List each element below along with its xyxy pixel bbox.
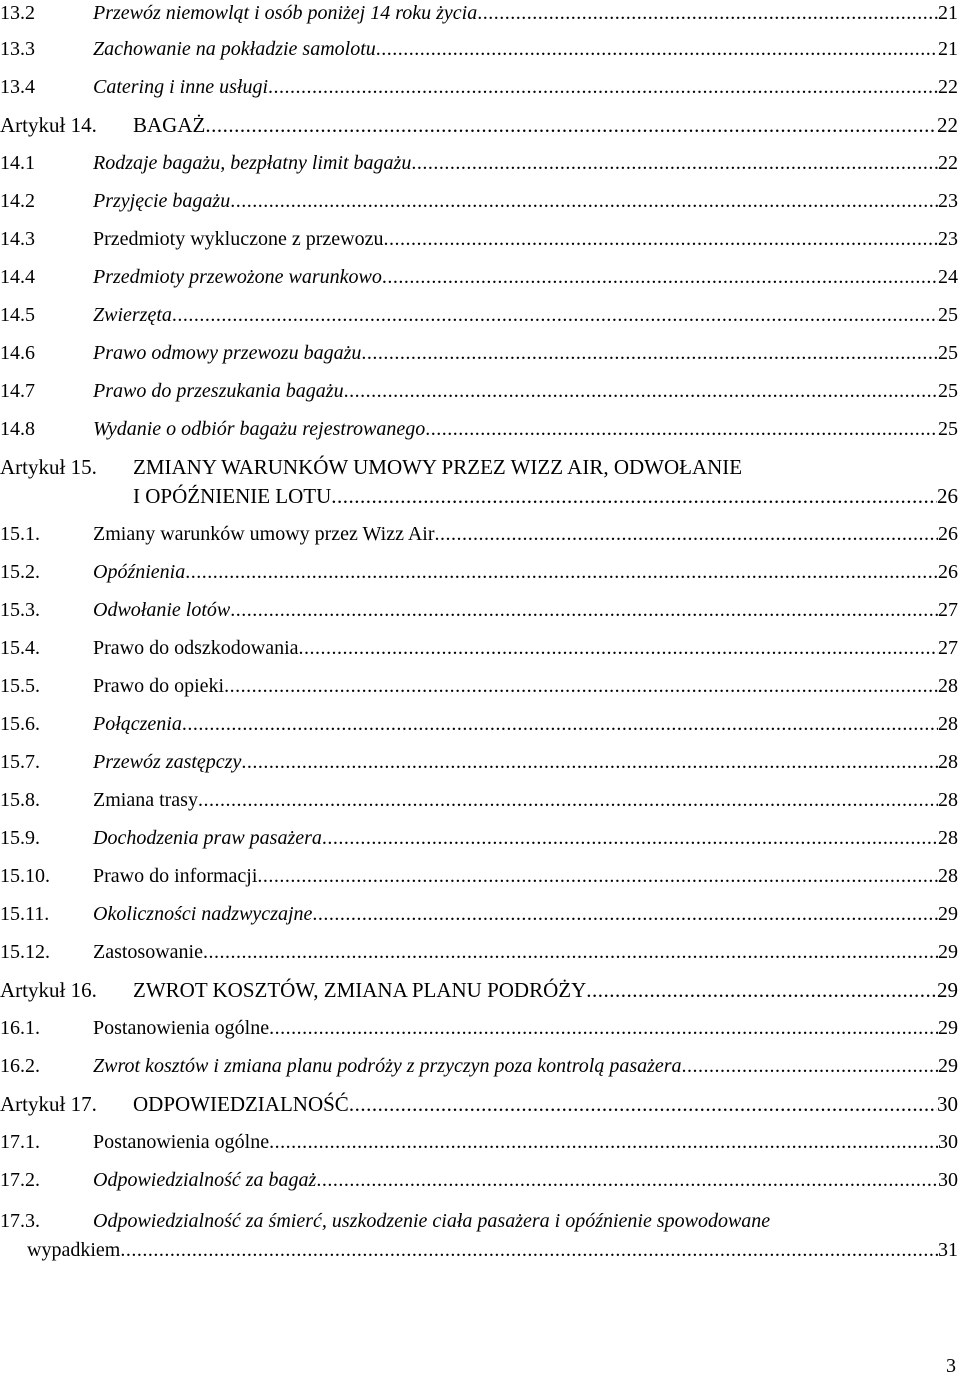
toc-entry[interactable] [0, 671, 958, 701]
page-number: 3 [946, 1355, 956, 1377]
toc-entry-number: 14.3 [0, 228, 35, 250]
toc-dot-leader [312, 899, 938, 929]
toc-entry-number: 14.6 [0, 342, 35, 364]
toc-entry-title: Prawo do przeszukania bagażu [93, 380, 344, 402]
toc-entry-title: Rodzaje bagażu, bezpłatny limit bagażu [93, 152, 412, 174]
toc-entry[interactable] [0, 186, 958, 216]
toc-dot-leader [316, 1165, 938, 1195]
toc-entry-page: 25 [938, 418, 958, 440]
toc-entry[interactable] [0, 148, 958, 178]
toc-article-entry[interactable] [0, 975, 958, 1005]
toc-entry-title: BAGAŻ [133, 113, 206, 137]
toc-entry-page: 30 [938, 1169, 958, 1191]
toc-entry-title: Zwrot kosztów i zmiana planu podróży z przyczyn poza kontrolą pasażera [93, 1055, 682, 1077]
toc-entry-title: Prawo do odszkodowania [93, 637, 299, 659]
toc-entry[interactable] [0, 376, 958, 406]
toc-dot-leader [268, 72, 938, 102]
toc-dot-leader [257, 861, 938, 891]
toc-entry-title: Odwołanie lotów [93, 599, 231, 621]
toc-dot-leader [205, 110, 937, 140]
toc-entry[interactable] [0, 1165, 958, 1195]
toc-dot-leader [203, 937, 938, 967]
toc-entry-title: Zwierzęta [93, 304, 172, 326]
toc-entry-page: 22 [938, 76, 958, 98]
toc-entry[interactable] [0, 224, 958, 254]
toc-entry-number: 14.1 [0, 152, 35, 174]
toc-entry-number: 17.2. [0, 1169, 40, 1191]
toc-entry-title: ZWROT KOSZTÓW, ZMIANA PLANU PODRÓŻY [133, 978, 587, 1002]
toc-entry-page: 29 [937, 978, 958, 1002]
toc-entry-page: 27 [938, 637, 958, 659]
toc-article-entry-line2[interactable] [0, 481, 958, 511]
toc-dot-leader [361, 338, 938, 368]
toc-dot-leader [269, 1127, 938, 1157]
toc-entry-page: 21 [938, 2, 958, 24]
toc-entry-title: Przedmioty wykluczone z przewozu [93, 228, 384, 250]
toc-entry-title: Odpowiedzialność za śmierć, uszkodzenie ciała pasażera i opóźnienie spowodowane [93, 1210, 771, 1232]
toc-entry-number: 15.7. [0, 751, 40, 773]
toc-entry-title-continued: I OPÓŹNIENIE LOTU [133, 484, 332, 508]
toc-entry-number: 14.2 [0, 190, 35, 212]
toc-entry-page: 30 [938, 1131, 958, 1153]
toc-entry-title-continued: wypadkiem [27, 1239, 121, 1261]
toc-dot-leader [322, 823, 938, 853]
toc-dot-leader [682, 1051, 938, 1081]
toc-entry[interactable] [0, 338, 958, 368]
toc-entry-page: 22 [938, 152, 958, 174]
toc-entry-number: Artykuł 16. [0, 978, 97, 1002]
toc-entry-page: 31 [938, 1239, 958, 1261]
toc-entry[interactable] [0, 519, 958, 549]
toc-entry-number: 15.5. [0, 675, 40, 697]
toc-entry[interactable] [0, 1051, 958, 1081]
toc-entry-page: 26 [938, 561, 958, 583]
toc-dot-leader [185, 557, 938, 587]
toc-entry-number: 15.10. [0, 865, 50, 887]
toc-dot-leader [349, 1089, 937, 1119]
toc-dot-leader [411, 148, 938, 178]
toc-entry-page: 28 [938, 789, 958, 811]
toc-entry-title: Zachowanie na pokładzie samolotu [93, 38, 376, 60]
toc-entry-title: Połączenia [93, 713, 182, 735]
toc-entry[interactable] [0, 861, 958, 891]
toc-entry-number: 15.4. [0, 637, 40, 659]
toc-entry-title: Dochodzenia praw pasażera [93, 827, 322, 849]
toc-article-entry-line1[interactable] [0, 452, 742, 482]
toc-entry-number: 15.3. [0, 599, 40, 621]
toc-entry-page: 23 [938, 190, 958, 212]
toc-entry-page: 27 [938, 599, 958, 621]
toc-entry-page: 26 [937, 484, 958, 508]
toc-dot-leader [344, 376, 938, 406]
toc-entry-number: 13.3 [0, 38, 35, 60]
toc-entry-title: Zmiany warunków umowy przez Wizz Air [93, 523, 435, 545]
toc-dot-leader [230, 595, 938, 625]
toc-entry-page: 28 [938, 713, 958, 735]
toc-entry-title: Odpowiedzialność za bagaż [93, 1169, 317, 1191]
toc-dot-leader [383, 224, 938, 254]
toc-article-entry[interactable] [0, 1089, 958, 1119]
toc-entry-number: 15.6. [0, 713, 40, 735]
toc-entry[interactable] [0, 414, 958, 444]
toc-entry[interactable] [0, 0, 958, 28]
toc-dot-leader [120, 1235, 938, 1265]
toc-entry-title: Przyjęcie bagażu [93, 190, 231, 212]
toc-entry-title: Prawo do opieki [93, 675, 225, 697]
toc-dot-leader [425, 414, 938, 444]
toc-entry-page: 21 [938, 38, 958, 60]
toc-entry-number: 15.2. [0, 561, 40, 583]
toc-entry[interactable] [0, 1013, 958, 1043]
toc-entry-number: 15.11. [0, 903, 50, 925]
toc-entry-page: 25 [938, 380, 958, 402]
toc-entry-page: 24 [938, 266, 958, 288]
toc-dot-leader [182, 709, 938, 739]
toc-entry-number: 13.4 [0, 76, 35, 98]
toc-entry-page: 28 [938, 751, 958, 773]
toc-entry-number: 17.1. [0, 1131, 40, 1153]
toc-entry-number: 14.4 [0, 266, 35, 288]
toc-entry-number: 16.2. [0, 1055, 40, 1077]
toc-dot-leader [269, 1013, 938, 1043]
toc-entry-title: Postanowienia ogólne [93, 1017, 270, 1039]
toc-entry-number: 15.1. [0, 523, 40, 545]
toc-entry-number: 17.3. [0, 1210, 40, 1232]
toc-entry-number: 13.2 [0, 2, 35, 24]
toc-entry-number: 15.12. [0, 941, 50, 963]
toc-entry-number: 14.5 [0, 304, 35, 326]
toc-dot-leader [198, 785, 938, 815]
toc-entry-title: Prawo do informacji [93, 865, 258, 887]
toc-entry-page: 22 [937, 113, 958, 137]
toc-entry-number: Artykuł 15. [0, 455, 97, 479]
toc-entry-page: 26 [938, 523, 958, 545]
toc-entry-title: Przewóz niemowląt i osób poniżej 14 roku życia [93, 2, 478, 24]
toc-entry-title: Okoliczności nadzwyczajne [93, 903, 313, 925]
toc-entry-page: 29 [938, 1055, 958, 1077]
toc-entry-page: 23 [938, 228, 958, 250]
toc-entry-page: 30 [937, 1092, 958, 1116]
toc-entry[interactable] [0, 785, 958, 815]
toc-dot-leader [331, 481, 937, 511]
toc-dot-leader [586, 975, 937, 1005]
toc-entry[interactable] [0, 823, 958, 853]
toc-dot-leader [435, 519, 938, 549]
toc-entry-page: 28 [938, 675, 958, 697]
toc-entry-title: Zmiana trasy [93, 789, 198, 811]
toc-entry[interactable] [0, 633, 958, 663]
toc-entry-number: 15.9. [0, 827, 40, 849]
toc-entry-page: 29 [938, 941, 958, 963]
toc-entry-title: Postanowienia ogólne [93, 1131, 270, 1153]
toc-dot-leader [477, 0, 938, 28]
toc-entry[interactable] [0, 34, 958, 64]
toc-entry-number: 16.1. [0, 1017, 40, 1039]
toc-entry-page: 28 [938, 865, 958, 887]
toc-dot-leader [230, 186, 938, 216]
toc-entry[interactable] [0, 300, 958, 330]
toc-dot-leader [376, 34, 938, 64]
toc-entry-number: Artykuł 17. [0, 1092, 97, 1116]
toc-article-entry[interactable] [0, 110, 958, 140]
toc-entry-title: Prawo odmowy przewozu bagażu [93, 342, 362, 364]
toc-entry[interactable] [0, 899, 958, 929]
toc-entry-title: Zastosowanie [93, 941, 203, 963]
toc-entry-page: 28 [938, 827, 958, 849]
toc-entry-number: 14.7 [0, 380, 35, 402]
toc-entry-title: Catering i inne usługi [93, 76, 268, 98]
toc-entry[interactable] [0, 72, 958, 102]
toc-entry[interactable] [0, 747, 958, 777]
toc-entry-title: Opóźnienia [93, 561, 186, 583]
toc-entry[interactable] [0, 709, 958, 739]
toc-entry-page: 25 [938, 342, 958, 364]
toc-entry-line1[interactable] [0, 1206, 770, 1236]
toc-entry-title: ZMIANY WARUNKÓW UMOWY PRZEZ WIZZ AIR, ODWOŁANIE [133, 455, 743, 479]
toc-entry-title: Przedmioty przewożone warunkowo [93, 266, 382, 288]
toc-entry-number: 15.8. [0, 789, 40, 811]
toc-dot-leader [172, 300, 938, 330]
toc-entry[interactable] [0, 557, 958, 587]
toc-entry-number: Artykuł 14. [0, 113, 97, 137]
toc-entry-number: 14.8 [0, 418, 35, 440]
toc-entry[interactable] [0, 1127, 958, 1157]
toc-dot-leader [241, 747, 938, 777]
toc-entry[interactable] [0, 262, 958, 292]
toc-entry[interactable] [0, 937, 958, 967]
toc-entry[interactable] [0, 595, 958, 625]
toc-entry-title: ODPOWIEDZIALNOŚĆ [133, 1092, 349, 1116]
toc-entry-page: 29 [938, 903, 958, 925]
toc-entry-page: 25 [938, 304, 958, 326]
toc-entry-title: Wydanie o odbiór bagażu rejestrowanego [93, 418, 426, 440]
toc-entry-page: 29 [938, 1017, 958, 1039]
toc-dot-leader [382, 262, 938, 292]
toc-entry-title: Przewóz zastępczy [93, 751, 242, 773]
toc-entry-line2[interactable] [0, 1235, 958, 1265]
toc-dot-leader [224, 671, 938, 701]
toc-dot-leader [299, 633, 938, 663]
